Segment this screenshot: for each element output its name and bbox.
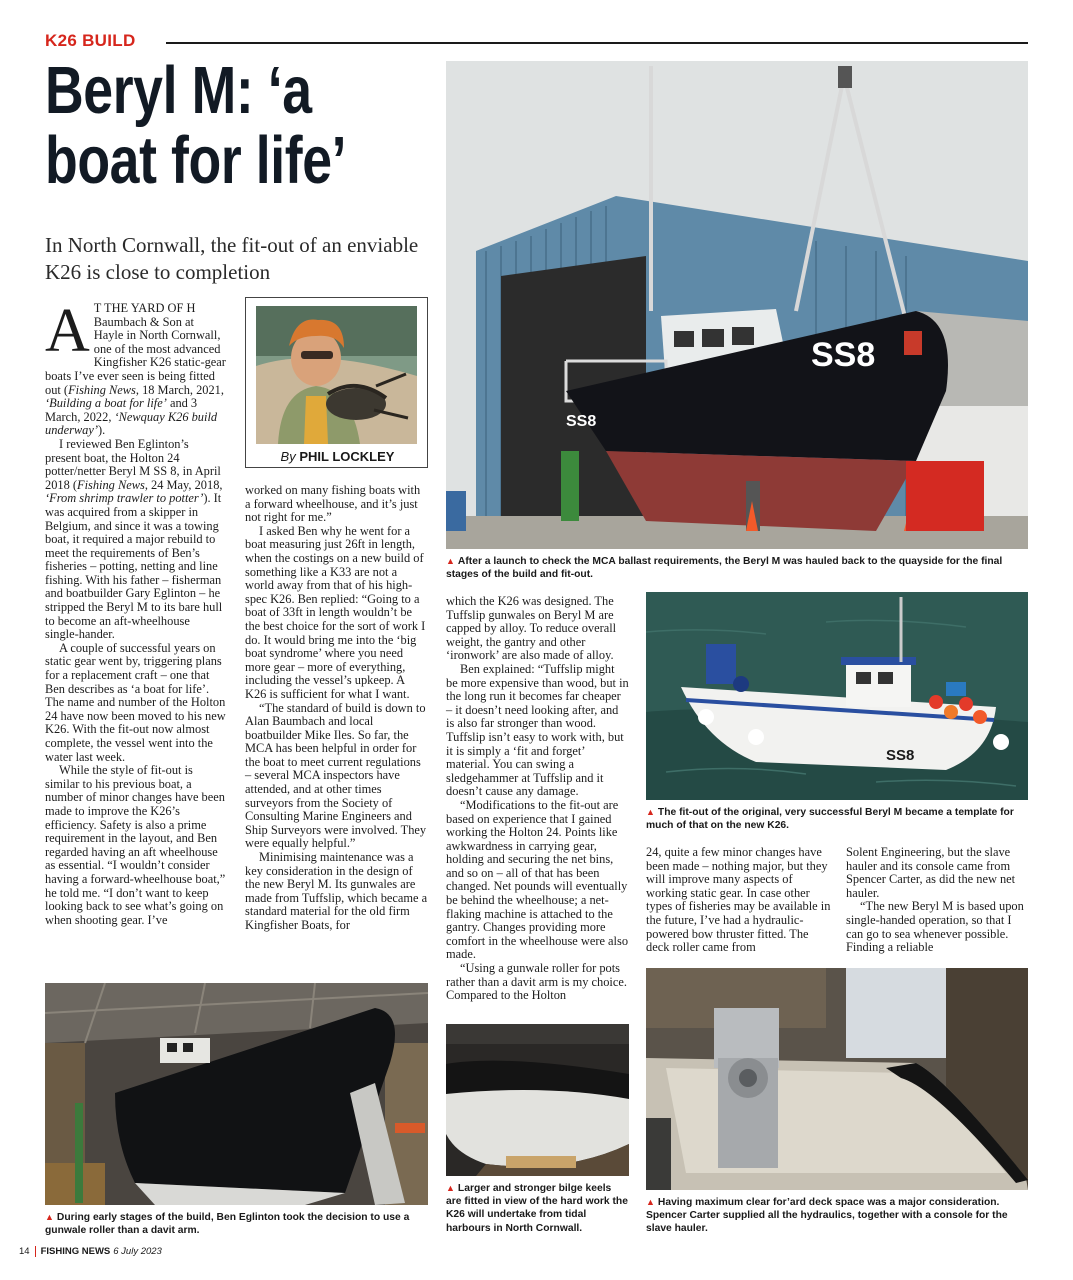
paragraph: I asked Ben why he went for a boat measuring just 26ft in length, when the costings on a new build of something like a K33 are not a world away from that of his high-spec K26. Ben replied: “Going to a boat of 33ft in length wouldn’t be the best choice for the sort of work I do. It would bring me into the ‘big boat syndrome’ where you need more gear – more of everything, including the vessel’s upkeep. A K26 is sufficient for what I want. xyxy=(245,523,426,701)
byline-author: PHIL LOCKLEY xyxy=(299,449,395,464)
drop-cap: A xyxy=(45,297,90,365)
caption-text: Having maximum clear for’ard deck space was a major consideration. Spencer Carter supplied all the hydraulics, together with a console for the slave hauler. xyxy=(646,1197,1008,1235)
paragraph: Ben explained: “Tuffslip might be more expensive than wood, but in the long run it becomes far cheaper – it doesn’t need looking after, and is also far stronger than wood. Tuffslip isn’t easy to work with, but it is simply a ‘fit and forget’ material. You can swing a sledgehammer at Tuffslip and it doesn’t cause any damage. xyxy=(446,661,629,799)
article-ref: ‘Building a boat for life’ xyxy=(45,396,167,411)
section-tag: K26 BUILD xyxy=(45,31,136,50)
body-column-3 xyxy=(446,595,629,1003)
footer-separator xyxy=(35,1246,36,1257)
caption-marker-icon: ▲ xyxy=(446,1183,455,1193)
paragraph: A couple of successful years on static gear went by, triggering plans for a replacement craft – one that Ben describes as ‘a boat for life’. The name and number of the Holton 24 have now been moved to his new K26. With the fit-out now almost complete, the vessel went into the water last week. xyxy=(45,640,226,764)
hull-registration-mark: SS8 xyxy=(886,747,915,764)
paragraph: Minimising maintenance was a key consideration in the design of the new Beryl M. Its gunwales are made from Tuffslip, which became a standard material for the old firm Kingfisher Boats, for xyxy=(245,850,428,932)
paragraph: “Using a gunwale roller for pots rather than a davit arm is my choice. Compared to the Holton xyxy=(446,961,627,1003)
text-run: ). It was acquired from a skipper in Belgium, and since it was a towing boat, it required a major rebuild to meet the requirements of Ben’s fisheries – potting, netting and line fishing. With his father – fisherman and boatbuilder Gary Eglinton – he stripped the Beryl M to its bare hull to become an aft-wheelhouse single-hander. xyxy=(45,491,223,642)
section-rule xyxy=(166,42,1028,44)
caption-original-photo xyxy=(646,806,1028,832)
standfirst: In North Cornwall, the fit-out of an enviable K26 is close to completion xyxy=(45,233,419,284)
text-run: ). xyxy=(98,423,106,438)
caption-bilge-keels xyxy=(446,1182,629,1235)
headline-line-1: Beryl M: ‘a xyxy=(45,53,312,128)
caption-marker-icon: ▲ xyxy=(646,807,655,817)
byline-box xyxy=(245,297,428,468)
magazine-name: FISHING NEWS xyxy=(40,1246,111,1258)
body-column-2 xyxy=(245,484,428,933)
paragraph xyxy=(45,438,226,642)
issue-date: 6 July 2023 xyxy=(113,1246,162,1258)
paragraph: While the style of fit-out is similar to his previous boat, a number of minor changes have been made to improve the K26’s efficiency. Safety is also a prime requirement in the layout, and Ben regarded having an aft wheelhouse as essential. “I wouldn’t consider having a forward-wheelhouse boat,” he told me. “I don’t want to keep looking back to see what’s going on when shooting gear. I’ve xyxy=(45,763,226,927)
caption-marker-icon: ▲ xyxy=(646,1197,655,1207)
page-footer xyxy=(19,1246,162,1257)
caption-main-photo xyxy=(446,555,1028,581)
byline-prefix: By xyxy=(280,449,296,464)
photo-early-build xyxy=(45,983,428,1205)
caption-text: Larger and stronger bilge keels are fitted in view of the hard work the K26 will undertake from tidal harbours in North Cornwall. xyxy=(446,1183,628,1234)
paragraph xyxy=(45,297,226,438)
page-number: 14 xyxy=(19,1246,30,1258)
headline xyxy=(45,53,365,198)
photo-deck-space xyxy=(646,968,1028,1190)
hull-registration-mark: SS8 xyxy=(811,336,876,374)
paragraph: “The new Beryl M is based upon single-handed operation, so that I can go to sea whenever possible. Finding a reliable xyxy=(846,899,1024,955)
article-ref: ‘Newquay K26 build underway’ xyxy=(45,409,218,438)
caption-marker-icon: ▲ xyxy=(446,556,455,566)
paragraph: “Modifications to the fit-out are based on experience that I gained working the Holton 24. Points like awkwardness in carrying gear, holding and securing the net bins, and so on – all of that has been changed. Net pounds will eventually be behind the wheelhouse; a net-flaking machine is attached to the gantry. Changes providing more comfort in the wheelhouse were also made. xyxy=(446,797,629,962)
paragraph: which the K26 was designed. The Tuffslip gunwales on Beryl M are capped by alloy. To reduce overall weight, the gantry and other ‘ironwork’ are also made of alloy. xyxy=(446,594,617,663)
caption-text: The fit-out of the original, very successful Beryl M became a template for much of that on the new K26. xyxy=(646,807,1014,832)
publication-ref: Fishing News xyxy=(77,477,145,492)
caption-text: During early stages of the build, Ben Eglinton took the decision to use a gunwale roller than a davit arm. xyxy=(45,1212,410,1237)
paragraph: 24, quite a few minor changes have been made – nothing major, but they will improve many aspects of working static gear. In case other types of fisheries may be available in the future, I’ve had a hydraulic-powered bow thruster fitted. The deck roller came from xyxy=(646,845,831,955)
caption-early-build xyxy=(45,1211,428,1237)
text-run: , 18 March, 2021, xyxy=(135,382,224,397)
photo-original-beryl-m xyxy=(646,592,1028,800)
byline xyxy=(246,449,429,464)
photo-bilge-keels xyxy=(446,1024,629,1176)
caption-deck-space xyxy=(646,1196,1028,1236)
body-column-1 xyxy=(45,297,226,927)
caption-marker-icon: ▲ xyxy=(45,1212,54,1222)
paragraph: Solent Engineering, but the slave hauler and its console came from Spencer Carter, as did the new net hauler. xyxy=(846,845,1016,900)
text-run: T THE YARD OF H Baumbach & Son at Hayle in North Cornwall, one of the most advanced Kingfisher K26 static-gear boats I’ve ever seen is being fitted out ( xyxy=(45,301,226,397)
main-photo-boat-quayside xyxy=(446,61,1028,549)
body-column-4 xyxy=(646,846,831,955)
caption-text: After a launch to check the MCA ballast requirements, the Beryl M was hauled back to the quayside for the final stages of the build and fit-out. xyxy=(446,556,1003,581)
stern-registration-mark: SS8 xyxy=(566,413,597,430)
publication-ref: Fishing News xyxy=(68,382,136,397)
text-run: I reviewed Ben Eglinton’s present boat, the Holton 24 potter/netter Beryl M SS 8, in April 2018 ( xyxy=(45,436,221,492)
body-column-5 xyxy=(846,846,1028,955)
paragraph: worked on many fishing boats with a forward wheelhouse, and it’s just not right for me.” xyxy=(245,483,421,525)
article-ref: ‘From shrimp trawler to potter’ xyxy=(45,491,204,506)
paragraph: “The standard of build is down to Alan Baumbach and local boatbuilder Mike Iles. So far, the MCA has been helpful in order for the boat to meet current regulations – several MCA inspectors have attended, and at other times surveyors from the Society of Consulting Marine Engineers and Ship Surveyors were involved. They were equally helpful.” xyxy=(245,700,427,851)
text-run: and 3 March, 2022, xyxy=(45,396,198,424)
text-run: , 24 May, 2018, xyxy=(144,477,223,492)
author-photo xyxy=(256,306,417,444)
headline-line-2: boat for life’ xyxy=(45,123,347,198)
